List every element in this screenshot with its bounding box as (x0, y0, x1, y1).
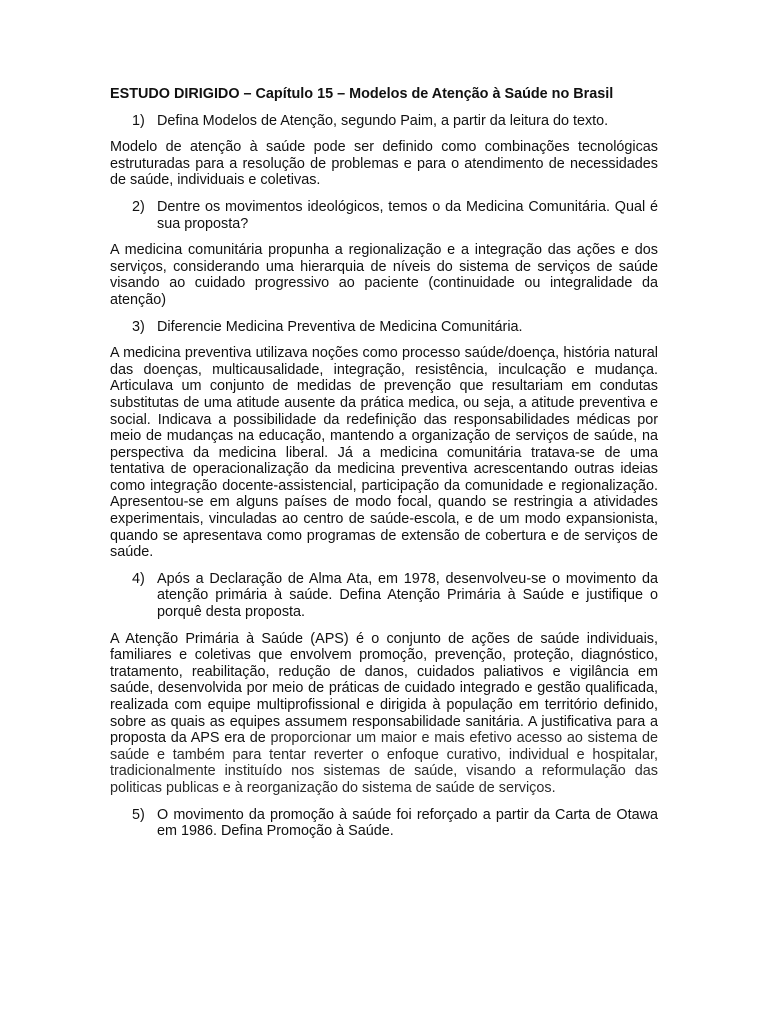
question-4 (110, 571, 658, 621)
question-text: Diferencie Medicina Preventiva de Medicina Comunitária. (157, 318, 523, 335)
answer-4-part-1: A Atenção Primária à Saúde (APS) é o conjunto de ações de saúde individuais, familiares e coletivas que envolvem promoção, prevenção, proteção, diagnóstico, tratamento, reabilitação, redução de danos, cuidados paliativos e vigilância em saúde, desenvolvida por meio de práticas de cuidado integrado e gestão qualificada, realizada com equipe multiprofissional e dirigida à população em território definido, sobre as quais as equipes assumem responsabilidade sanitária. A justificativa para a proposta da APS era de (110, 630, 658, 747)
answer-2: A medicina comunitária propunha a regionalização e a integração das ações e dos serviços, considerando uma hierarquia de níveis do sistema de serviços de saúde visando ao cuidado progressivo ao paciente (continuidade ou integralidade da atenção) (110, 242, 658, 308)
question-number: 5) (132, 806, 145, 823)
question-number: 3) (132, 318, 145, 335)
answer-3: A medicina preventiva utilizava noções como processo saúde/doença, história natural das doenças, multicausalidade, integração, resistência, inculcação e mudança. Articulava um conjunto de medidas de prevenção que resultariam em condutas substitutas de uma atitude ausente da prática medica, ou seja, a atitude preventiva e social. Indicava a possibilidade da redefinição das responsabilidades médicas por meio de mudanças na educação, mantendo a organização de serviços de saúde, na perspectiva da medicina liberal. Já a medicina comunitária tratava-se de uma tentativa de operacionalização da medicina preventiva acrescentando outras ideias como integração docente-assistencial, participação da comunidade e regionalização. Apresentou-se em alguns países de modo focal, quando se restringia a atividades experimentais, vinculadas ao centro de saúde-escola, e de um modo expansionista, quando se apresentava como programas de extensão de cobertura e de serviços de saúde. (110, 345, 658, 561)
question-number: 4) (132, 570, 145, 587)
question-number: 2) (132, 198, 145, 215)
question-text: O movimento da promoção à saúde foi reforçado a partir da Carta de Otawa em 1986. Defina Promoção à Saúde. (157, 806, 658, 840)
question-5 (110, 807, 658, 840)
document-page (110, 86, 658, 850)
question-number: 1) (132, 112, 145, 129)
answer-1: Modelo de atenção à saúde pode ser definido como combinações tecnológicas estruturadas para a resolução de problemas e para o atendimento de necessidades de saúde, individuais e coletivas. (110, 139, 658, 189)
question-text: Após a Declaração de Alma Ata, em 1978, desenvolveu-se o movimento da atenção primária à saúde. Defina Atenção Primária à Saúde e justifique o porquê desta proposta. (157, 570, 658, 621)
question-text: Dentre os movimentos ideológicos, temos o da Medicina Comunitária. Qual é sua proposta? (157, 198, 658, 232)
question-text: Defina Modelos de Atenção, segundo Paim, a partir da leitura do texto. (157, 112, 609, 129)
question-2 (110, 199, 658, 232)
question-1 (110, 113, 658, 130)
document-title: ESTUDO DIRIGIDO – Capítulo 15 – Modelos de Atenção à Saúde no Brasil (110, 86, 614, 102)
answer-4 (110, 631, 658, 797)
answer-4-part-2: proporcionar um maior e mais efetivo acesso ao sistema de saúde e também para tentar reverter o enfoque curativo, individual e hospitalar, tradicionalmente instituído nos sistemas de saúde, visando a reformulação das politicas publicas e à reorganização do sistema de saúde de serviços. (110, 730, 658, 796)
question-3 (110, 319, 658, 336)
